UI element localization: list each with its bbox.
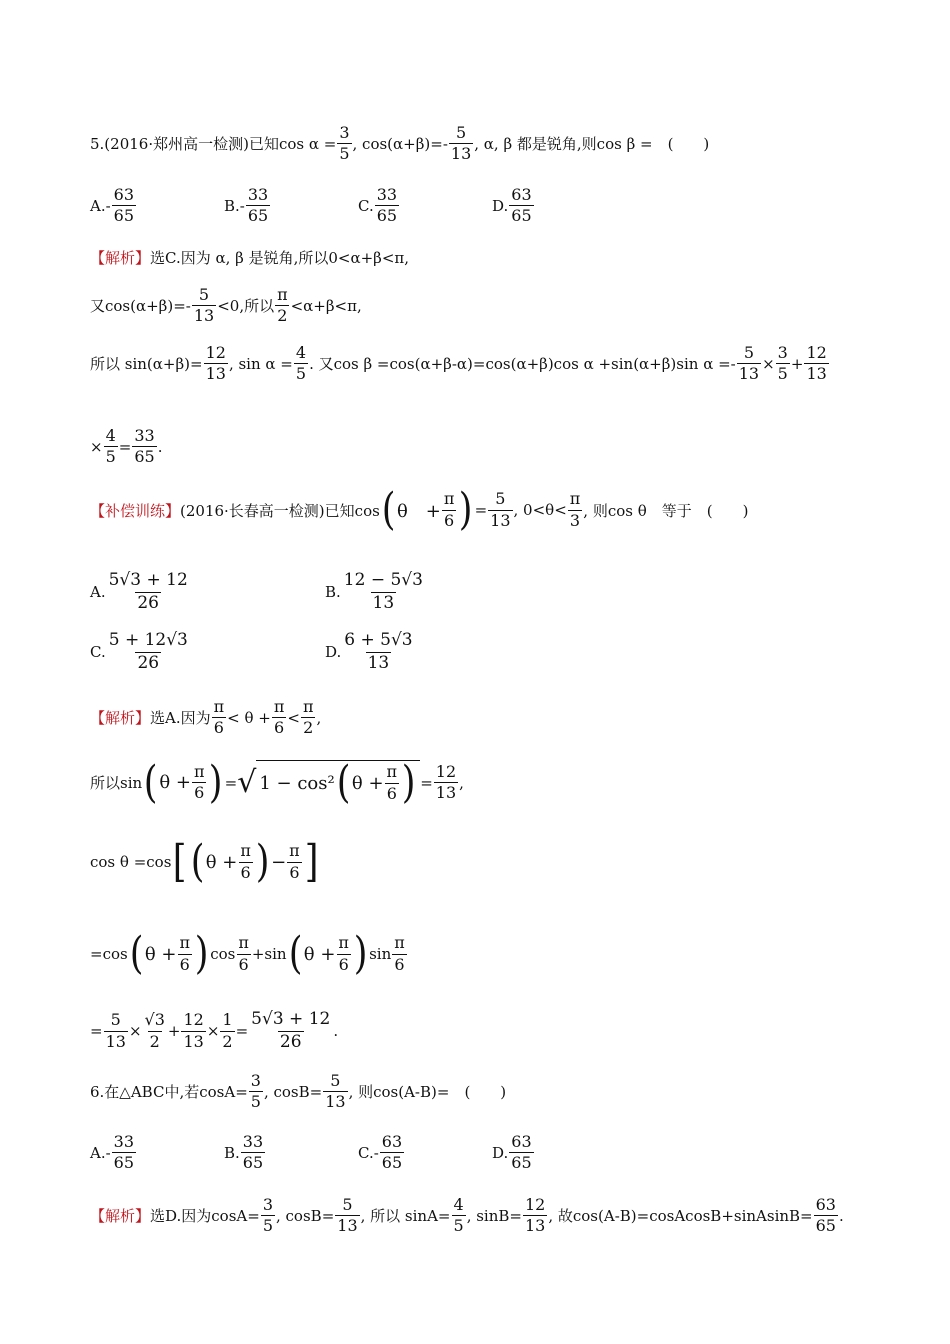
supp-solution-line4: =cos ( θ + $\frac{\pi}{6}$ ) cos π 6 +sin ( θ + $\frac{\pi}{6}$ ) sin π 6 (90, 928, 405, 979)
q5-solution-line2: 又cos(α+β)=- 5 13 <0,所以 π 2 <α+β<π, (90, 285, 362, 326)
q6-option-c: C.- 63 65 (358, 1132, 403, 1173)
q6-option-d: D. 63 65 (492, 1132, 532, 1173)
q6-solution: 【解析】 选D.因为cosA= $\frac{3}{5}$ , cosB= $\frac{5}{13}$ , 所以 sinA= $\frac{4}{5}$ , sinB= $\frac{12}{13}$ , 故cos(A-B)=cosAcosB+sinAsinB= $\frac{63}{65}$ . (90, 1195, 844, 1236)
q5-solution-line4: × $\frac{4}{5}$ = $\frac{33}{65}$ . (90, 426, 163, 467)
q5-option-c: C. 33 65 (358, 185, 398, 226)
q5-solution-line1: 【解析】 选C.因为 α, β 是锐角,所以0<α+β<π, (90, 249, 410, 267)
q5-option-a: A.- 63 65 (90, 185, 135, 226)
supp-option-d: D. 6 + 5√3 13 (325, 630, 413, 673)
q5-option-b: B.- 33 65 (224, 185, 269, 226)
q5-stem: 5.(2016·郑州高一检测)已知cos α = $\frac{3}{5}$ , cos(α+β)=- 5 13 , α, β 都是锐角,则cos β = ( ) (90, 123, 710, 164)
q5-solution-line3: 所以 sin(α+β)= $\frac{12}{13}$ , sin α = $\frac{4}{5}$ . 又cos β =cos(α+β-α)=cos(α+β)cos α +sin(α+β)sin α =- $\frac{5}{13}$ × $\frac{3}{5}$ + $\frac{12}{13}$ (90, 343, 827, 384)
supp-solution-line2: 所以sin ( θ + $\frac{\pi}{6}$ ) = √ 1 − cos² ( θ + $\frac{\pi}{6}$ ) = $\frac{12}{13}$ , (90, 756, 464, 808)
supp-option-c: C. 5 + 12√3 26 (90, 630, 188, 673)
supp-solution-line1: 【解析】 选A.因为 π 6 < θ + $\frac{\pi}{6}$ < π 2 , (90, 697, 322, 738)
supp-tag: 【补偿训练】 (90, 501, 181, 520)
supp-solution-tag: 【解析】 (90, 709, 151, 728)
supp-option-b: B. 12 − 5√3 13 (325, 570, 423, 613)
supp-solution-line3: cos θ =cos [ ( θ + $\frac{\pi}{6}$ ) − $\frac{\pi}{6}$ ] (90, 836, 319, 887)
q6-solution-tag: 【解析】 (90, 1207, 151, 1226)
q5-option-d: D. 63 65 (492, 185, 532, 226)
supp-solution-line5: = $\frac{5}{13}$ × $\frac{√3}{2}$ + $\frac{12}{13}$ × $\frac{1}{2}$ = $\frac{5√3 + 12}{26}$ . (90, 1009, 339, 1052)
q6-option-b: B. 33 65 (224, 1132, 264, 1173)
solution-tag: 【解析】 (90, 249, 151, 267)
q6-stem: 6.在△ABC中,若cosA= $\frac{3}{5}$ , cosB= $\frac{5}{13}$ , 则cos(A-B)= ( ) (90, 1071, 507, 1112)
q6-option-a: A.- 33 65 (90, 1132, 135, 1173)
supp-stem: 【补偿训练】 (2016·长春高一检测)已知cos ( θ + $\frac{\pi}{6}$ ) = $\frac{5}{13}$ , 0<θ< π 3 , 则cos θ 等于 ( ) (90, 484, 749, 535)
supp-option-a: A. 5√3 + 12 26 (90, 570, 188, 613)
